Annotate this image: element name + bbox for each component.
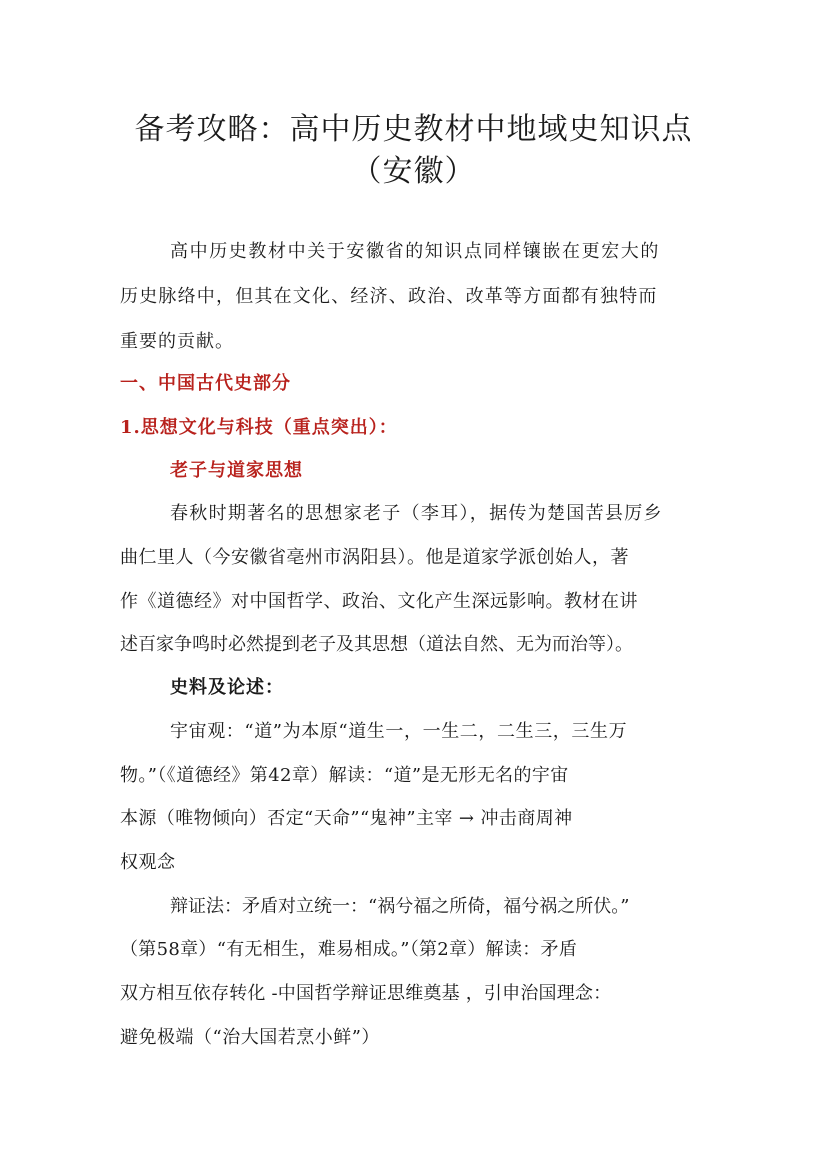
intro-line: 历史脉络中，但其在文化、经济、政治、改革等方面都有独特而 xyxy=(120,286,658,307)
body-line: 本源（唯物倾向）否定“天命”“鬼神”主宰 → 冲击商周神 xyxy=(120,808,573,829)
intro-line: 重要的贡献。 xyxy=(120,331,234,352)
body-line: 避免极端（“治大国若烹小鲜”） xyxy=(120,1027,380,1048)
body-line: 双方相互依存转化 -中国哲学辩证思维奠基 ，引申治国理念： xyxy=(120,983,612,1004)
document-title-line2: （安徽） xyxy=(351,154,476,189)
section-heading: 一、中国古代史部分 xyxy=(120,373,291,394)
body-line: 作《道德经》对中国哲学、政治、文化产生深远影响。教材在讲 xyxy=(120,591,638,612)
body-line: 曲仁里人（今安徽省亳州市涡阳县）。他是道家学派创始人，著 xyxy=(120,547,629,568)
body-line: 物。”（《道德经》第42章）解读：“道”是无形无名的宇宙 xyxy=(120,765,569,786)
intro-line: 高中历史教材中关于安徽省的知识点同样镶嵌在更宏大的 xyxy=(170,241,660,262)
body-line: 权观念 xyxy=(120,852,176,873)
subsection-heading: 1.思想文化与科技（重点突出）： xyxy=(120,417,398,438)
body-line: 宇宙观：“道”为本原“道生一，一生二，二生三，三生万 xyxy=(170,721,628,742)
body-line: 辩证法：矛盾对立统一：“祸兮福之所倚，福兮祸之所伏。” xyxy=(170,896,630,917)
document-title-line1: 备考攻略：高中历史教材中地域史知识点 xyxy=(134,112,693,147)
body-line: 述百家争鸣时必然提到老子及其思想（道法自然、无为而治等）。 xyxy=(120,634,633,655)
sources-heading: 史料及论述： xyxy=(170,677,284,698)
body-line: 春秋时期著名的思想家老子（李耳），据传为楚国苦县厉乡 xyxy=(170,503,663,524)
body-line: （第58章）“有无相生，难易相成。”（第2章）解读：矛盾 xyxy=(120,939,578,960)
topic-heading: 老子与道家思想 xyxy=(170,460,303,481)
